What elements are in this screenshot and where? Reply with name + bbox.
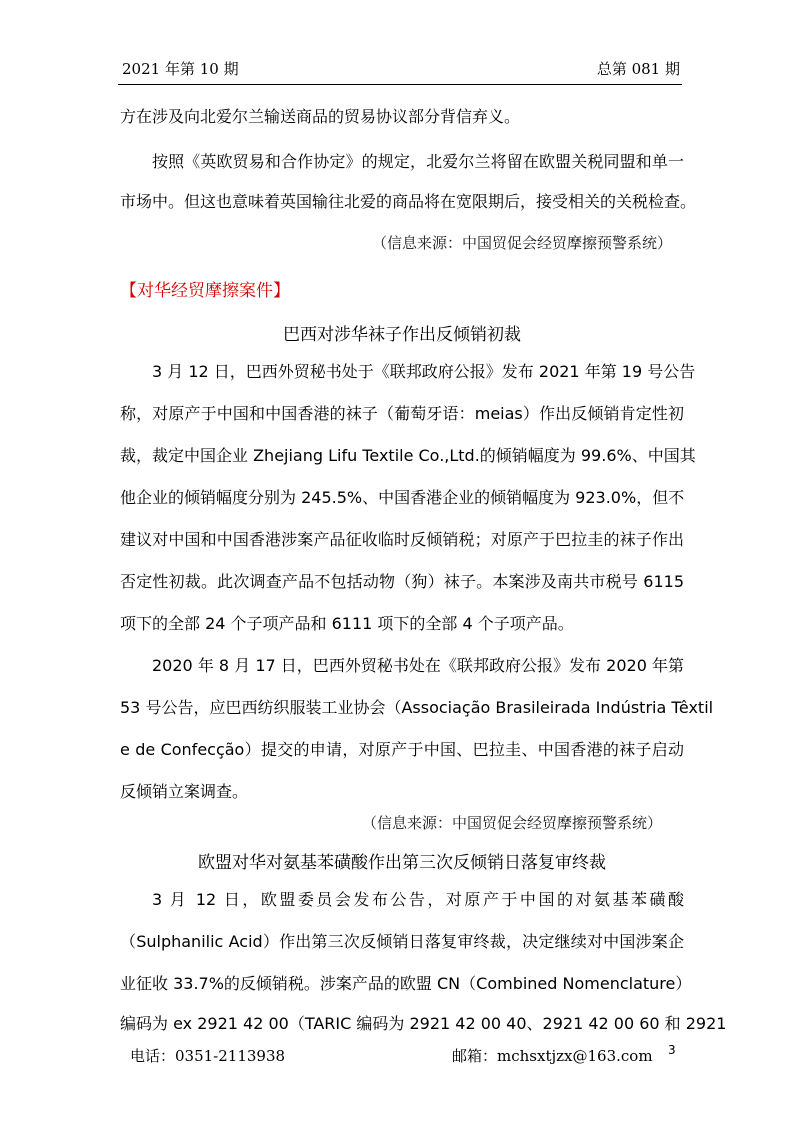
page-number: 3 (668, 1043, 676, 1057)
paragraph-line: 否定性初裁。此次调查产品不包括动物（狗）袜子。本案涉及南共市税号 6115 (120, 572, 684, 591)
paragraph-line: 裁，裁定中国企业 Zhejiang Lifu Textile Co.,Ltd.的倾销幅度为 99.6%、中国其 (120, 446, 696, 465)
article-title: 巴西对涉华袜子作出反倾销初裁 (283, 325, 521, 345)
source-note: （信息来源：中国贸促会经贸摩擦预警系统） (362, 814, 663, 832)
paragraph-line: 3 月 12 日，巴西外贸秘书处于《联邦政府公报》发布 2021 年第 19 号公告 (152, 362, 696, 381)
issue-number: 2021 年第 10 期 (122, 60, 239, 78)
paragraph-line: 建议对中国和中国香港涉案产品征收临时反倾销税；对原产于巴拉圭的袜子作出 (120, 530, 684, 549)
source-note: （信息来源：中国贸促会经贸摩擦预警系统） (372, 234, 673, 252)
paragraph-line: 反倾销立案调查。 (120, 782, 249, 801)
footer-email: 邮箱：mchsxtjzx@163.com (452, 1047, 653, 1065)
intro-line: 方在涉及向北爱尔兰输送商品的贸易协议部分背信弃义。 (120, 107, 521, 126)
paragraph-line: 53 号公告，应巴西纺织服装工业协会（Associação Brasileirada Indústria Têxtil (120, 698, 714, 717)
footer-phone: 电话：0351-2113938 (130, 1047, 286, 1065)
total-issue-number: 总第 081 期 (596, 60, 680, 78)
article-title: 欧盟对华对氨基苯磺酸作出第三次反倾销日落复审终裁 (198, 853, 606, 873)
paragraph-line: （Sulphanilic Acid）作出第三次反倾销日落复审终裁，决定继续对中国涉案企 (120, 932, 684, 951)
paragraph-line: 称，对原产于中国和中国香港的袜子（葡萄牙语：meias）作出反倾销肯定性初 (120, 404, 684, 423)
paragraph-line: e de Confecção）提交的申请，对原产于中国、巴拉圭、中国香港的袜子启动 (120, 740, 684, 759)
paragraph-line: 他企业的倾销幅度分别为 245.5%、中国香港企业的倾销幅度为 923.0%，但不 (120, 488, 685, 507)
paragraph-line: 编码为 ex 2921 42 00（TARIC 编码为 2921 42 00 40、2921 42 00 60 和 2921 (120, 1014, 727, 1033)
paragraph-line: 项下的全部 24 个子项产品和 6111 项下的全部 4 个子项产品。 (120, 614, 574, 633)
intro-line: 市场中。但这也意味着英国输往北爱的商品将在宽限期后，接受相关的关税检查。 (120, 192, 697, 211)
paragraph-line: 2020 年 8 月 17 日，巴西外贸秘书处在《联邦政府公报》发布 2020 年第 (152, 656, 684, 675)
section-heading: 【对华经贸摩擦案件】 (120, 281, 290, 301)
paragraph-line: 业征收 33.7%的反倾销税。涉案产品的欧盟 CN（Combined Nomenclature） (120, 974, 692, 993)
header-divider (118, 84, 682, 85)
intro-line: 按照《英欧贸易和合作协定》的规定，北爱尔兰将留在欧盟关税同盟和单一 (152, 152, 684, 171)
paragraph-line: 3 月 12 日，欧盟委员会发布公告，对原产于中国的对氨基苯磺酸 (152, 890, 684, 909)
